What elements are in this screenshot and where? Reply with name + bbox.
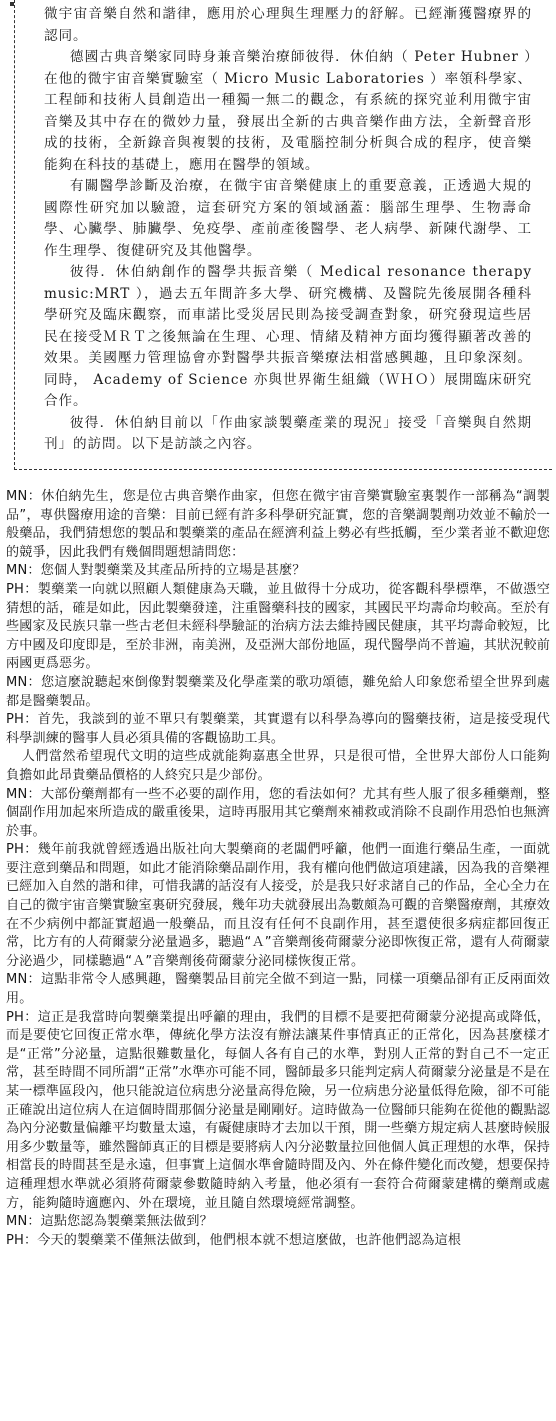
interview-turn	[6, 1009, 550, 1214]
intro-paragraph: 德國古典音樂家同時身兼音樂治療師彼得．休伯納（ Peter Hubner ）在他的微宇宙音樂實驗室（ Micro Music Laboratories ）率領科學家、工程師和技術人員創造出一種獨一無二的觀念，有系統的探究並利用微宇宙音樂及其中存在的微妙力量，發展出全新的古典音樂作曲方法，全新聲音形成的技術，全新錄音與複製的技術，及電腦控制分析與合成的程序，使音樂能夠在科技的基礎上，應用在醫學的領域。	[44, 49, 532, 173]
frame-corner-mark	[10, 2, 14, 6]
speaker-label: MN	[6, 563, 28, 579]
interview-turn	[6, 748, 550, 785]
interview-turn	[6, 971, 550, 1008]
intro-section	[44, 4, 532, 456]
speaker-label: PH	[6, 842, 25, 858]
turn-text: ：這正是我當時向製藥業提出呼籲的理由，我們的目標不是要把荷爾蒙分泌提高或降低，而是要使它回復正常水準，傳統化學方法沒有辦法讓某件事情真正的正常化，因為甚麼樣才是“正常”分泌量，這點很難數量化，每個人各有自己的水準，對別人正常的對自己不一定正常，甚至時間不同所謂“正常”水準亦可能不同，醫師最多只能判定病人荷爾蒙分泌量是不是在某一標準區段內，他只能說這位病患分泌量高得危險，另一位病患分泌量低得危險，卻不可能正確說出這位病人在這個時間那個分泌量是剛剛好。這時做為一位醫師只能夠在從他的觀點認為內分泌數量偏離平均數量太遠，有礙健康時才去加以干預，開一些藥方規定病人甚麼時候服用多少數量等，雖然醫師真正的目標是要將病人內分泌數量拉回他個人眞正理想的水準，保持相當長的時間甚至是永遠，但事實上這個水準會隨時間及內、外在條件變化而改變，想要保持這種理想水準就必須將荷爾蒙參數隨時納入考量，他必須有一套符合荷爾蒙建構的藥劑或處方，能夠隨時適應內、外在環境，並且隨自然環境經常調整。	[6, 1009, 550, 1211]
speaker-label: PH	[6, 1009, 25, 1025]
intro-paragraph: 彼得．休伯納目前以「作曲家談製藥產業的現況」接受「音樂與自然期刊」的訪問。以下是訪談之內容。	[44, 414, 532, 452]
turn-text: ：製藥業一向就以照顧人類健康為天職，並且做得十分成功，從客觀科學標準，不做憑空猜想的話，確是如此，因此製藥發達，注重醫藥科技的國家，其國民平均壽命均較高。至於有些國家及民族只靠一些古老但未經科學驗証的治病方法去維持國民健康，其平均壽命較短，比方中國及印度即是，至於非洲，南美洲，及亞洲大部份地區，現代醫學尚不普遍，其狀況較前兩國更爲惡劣。	[6, 581, 550, 672]
turn-text: ：這點您認為製藥業無法做到？	[27, 1214, 213, 1230]
speaker-label: MN	[6, 674, 28, 690]
intro-paragraph: 有關醫學診斷及治療，在微宇宙音樂健康上的重要意義，正透過大規的國際性研究加以驗證，這套研究方案的領域涵蓋：腦部生理學、生物壽命學、心臟學、肺臟學、免疫學、產前產後醫學、老人病學、新陳代謝學、工作生理學、復健研究及其他醫學。	[44, 178, 532, 259]
speaker-label: PH	[6, 1232, 25, 1248]
interview-turn	[6, 488, 550, 562]
speaker-label: MN	[6, 489, 28, 504]
interview-turn	[6, 841, 550, 971]
interview-section	[6, 488, 550, 1250]
interview-turn	[6, 1213, 550, 1232]
turn-text: ：幾年前我就曾經透過出版社向大製藥商的老闆們呼籲，他們一面進行藥品生產，一面就要注意到藥品和問題，如此才能消除藥品副作用，我有權向他們做這項建議，因為我的音樂裡已經加入自然的諧和律，可惜我講的話沒有人接受，於是我只好求諸自己的作品，全心全力在自己的微宇宙音樂實驗室裏研究發展，幾年功夫就發展出為數頗為可觀的音樂醫療劑，其療效在不少病例中都証實超過一般藥品，而且沒有任何不良副作用，甚至還使很多病症都回復正常，比方有的人荷爾蒙分泌量過多，聽過“Ａ”音樂劑後荷爾蒙分泌即恢復正常，還有人荷爾蒙分泌過少，同樣聽過“Ａ”音樂劑後荷爾蒙分泌同樣恢復正常。	[6, 842, 550, 969]
interview-turn	[6, 562, 550, 581]
speaker-label: PH	[6, 712, 25, 728]
turn-text: ：您個人對製藥業及其產品所持的立場是甚麼？	[27, 563, 306, 579]
speaker-label: MN	[6, 1214, 28, 1230]
interview-turn	[6, 1232, 550, 1251]
speaker-label: PH	[6, 581, 25, 597]
interview-turn	[6, 674, 550, 711]
speaker-label: MN	[6, 786, 28, 802]
interview-turn	[6, 581, 550, 674]
turn-text: ：您這麼說聽起來倒像對製藥業及化學產業的歌功頌德，難免給人印象您希望全世界到處都是醫藥製品。	[6, 674, 550, 709]
intro-paragraph: 微宇宙音樂自然和諧律，應用於心理與生理壓力的舒解。已經漸獲醫療界的認同。	[44, 6, 532, 44]
interview-turn	[6, 786, 550, 842]
interview-turn	[6, 711, 550, 748]
turn-text: ：大部份藥劑都有一些不必要的副作用，您的看法如何？尤其有些人服了很多種藥劑，整個副作用加起來所造成的嚴重後果，這時再服用其它藥劑來補救或消除不良副作用恐怕也無濟於事。	[6, 786, 550, 839]
turn-text: ：今天的製藥業不僅無法做到，他們根本就不想這麼做，也許他們認為這根	[24, 1232, 462, 1248]
intro-paragraph: 彼得．休伯納創作的醫學共振音樂（ Medical resonance therapy music:MRT ），過去五年間許多大學、研究機構、及醫院先後展開各種科學研究及臨床觀察，而車諾比受災居民則為接受調查對象，研究發現這些居民在接受ＭＲＴ之後無論在生理、心理、情緒及精神方面均獲得顯著改善的效果。美國壓力管理協會亦對醫學共振音樂療法相當感興趣，且印象深刻。同時， Academy of Science 亦與世界衛生組織（ＷＨＯ）展開臨床研究合作。	[44, 264, 532, 409]
turn-text: ：首先，我談到的並不單只有製藥業，其實還有以科學為導向的醫藥技術，這是接受現代科學訓練的醫事人員必須具備的客觀協助工具。	[6, 712, 550, 746]
turn-text: 人們當然希望現代文明的這些成就能夠嘉惠全世界，只是很可惜，全世界大部份人口能夠負擔如此昂貴藥品價格的人終究只是少部份。	[6, 749, 550, 783]
turn-text: ：休伯納先生，您是位古典音樂作曲家，但您在微宇宙音樂實驗室裏製作一部稱為“調製品”，專供醫療用途的音樂：目前已經有許多科學研究証實，您的音樂調製劑功效並不輸於一般藥品，我們猜想您的製品和製藥業的產品在經濟利益上勢必有些抵觸，至少業者並不歡迎您的競爭，因此我們有幾個問題想請問您：	[6, 489, 550, 560]
turn-text: ：這點非常令人感興趣，醫藥製品目前完全做不到這一點，同樣一項藥品卻有正反兩面效用。	[6, 972, 550, 1007]
speaker-label: MN	[6, 972, 28, 988]
